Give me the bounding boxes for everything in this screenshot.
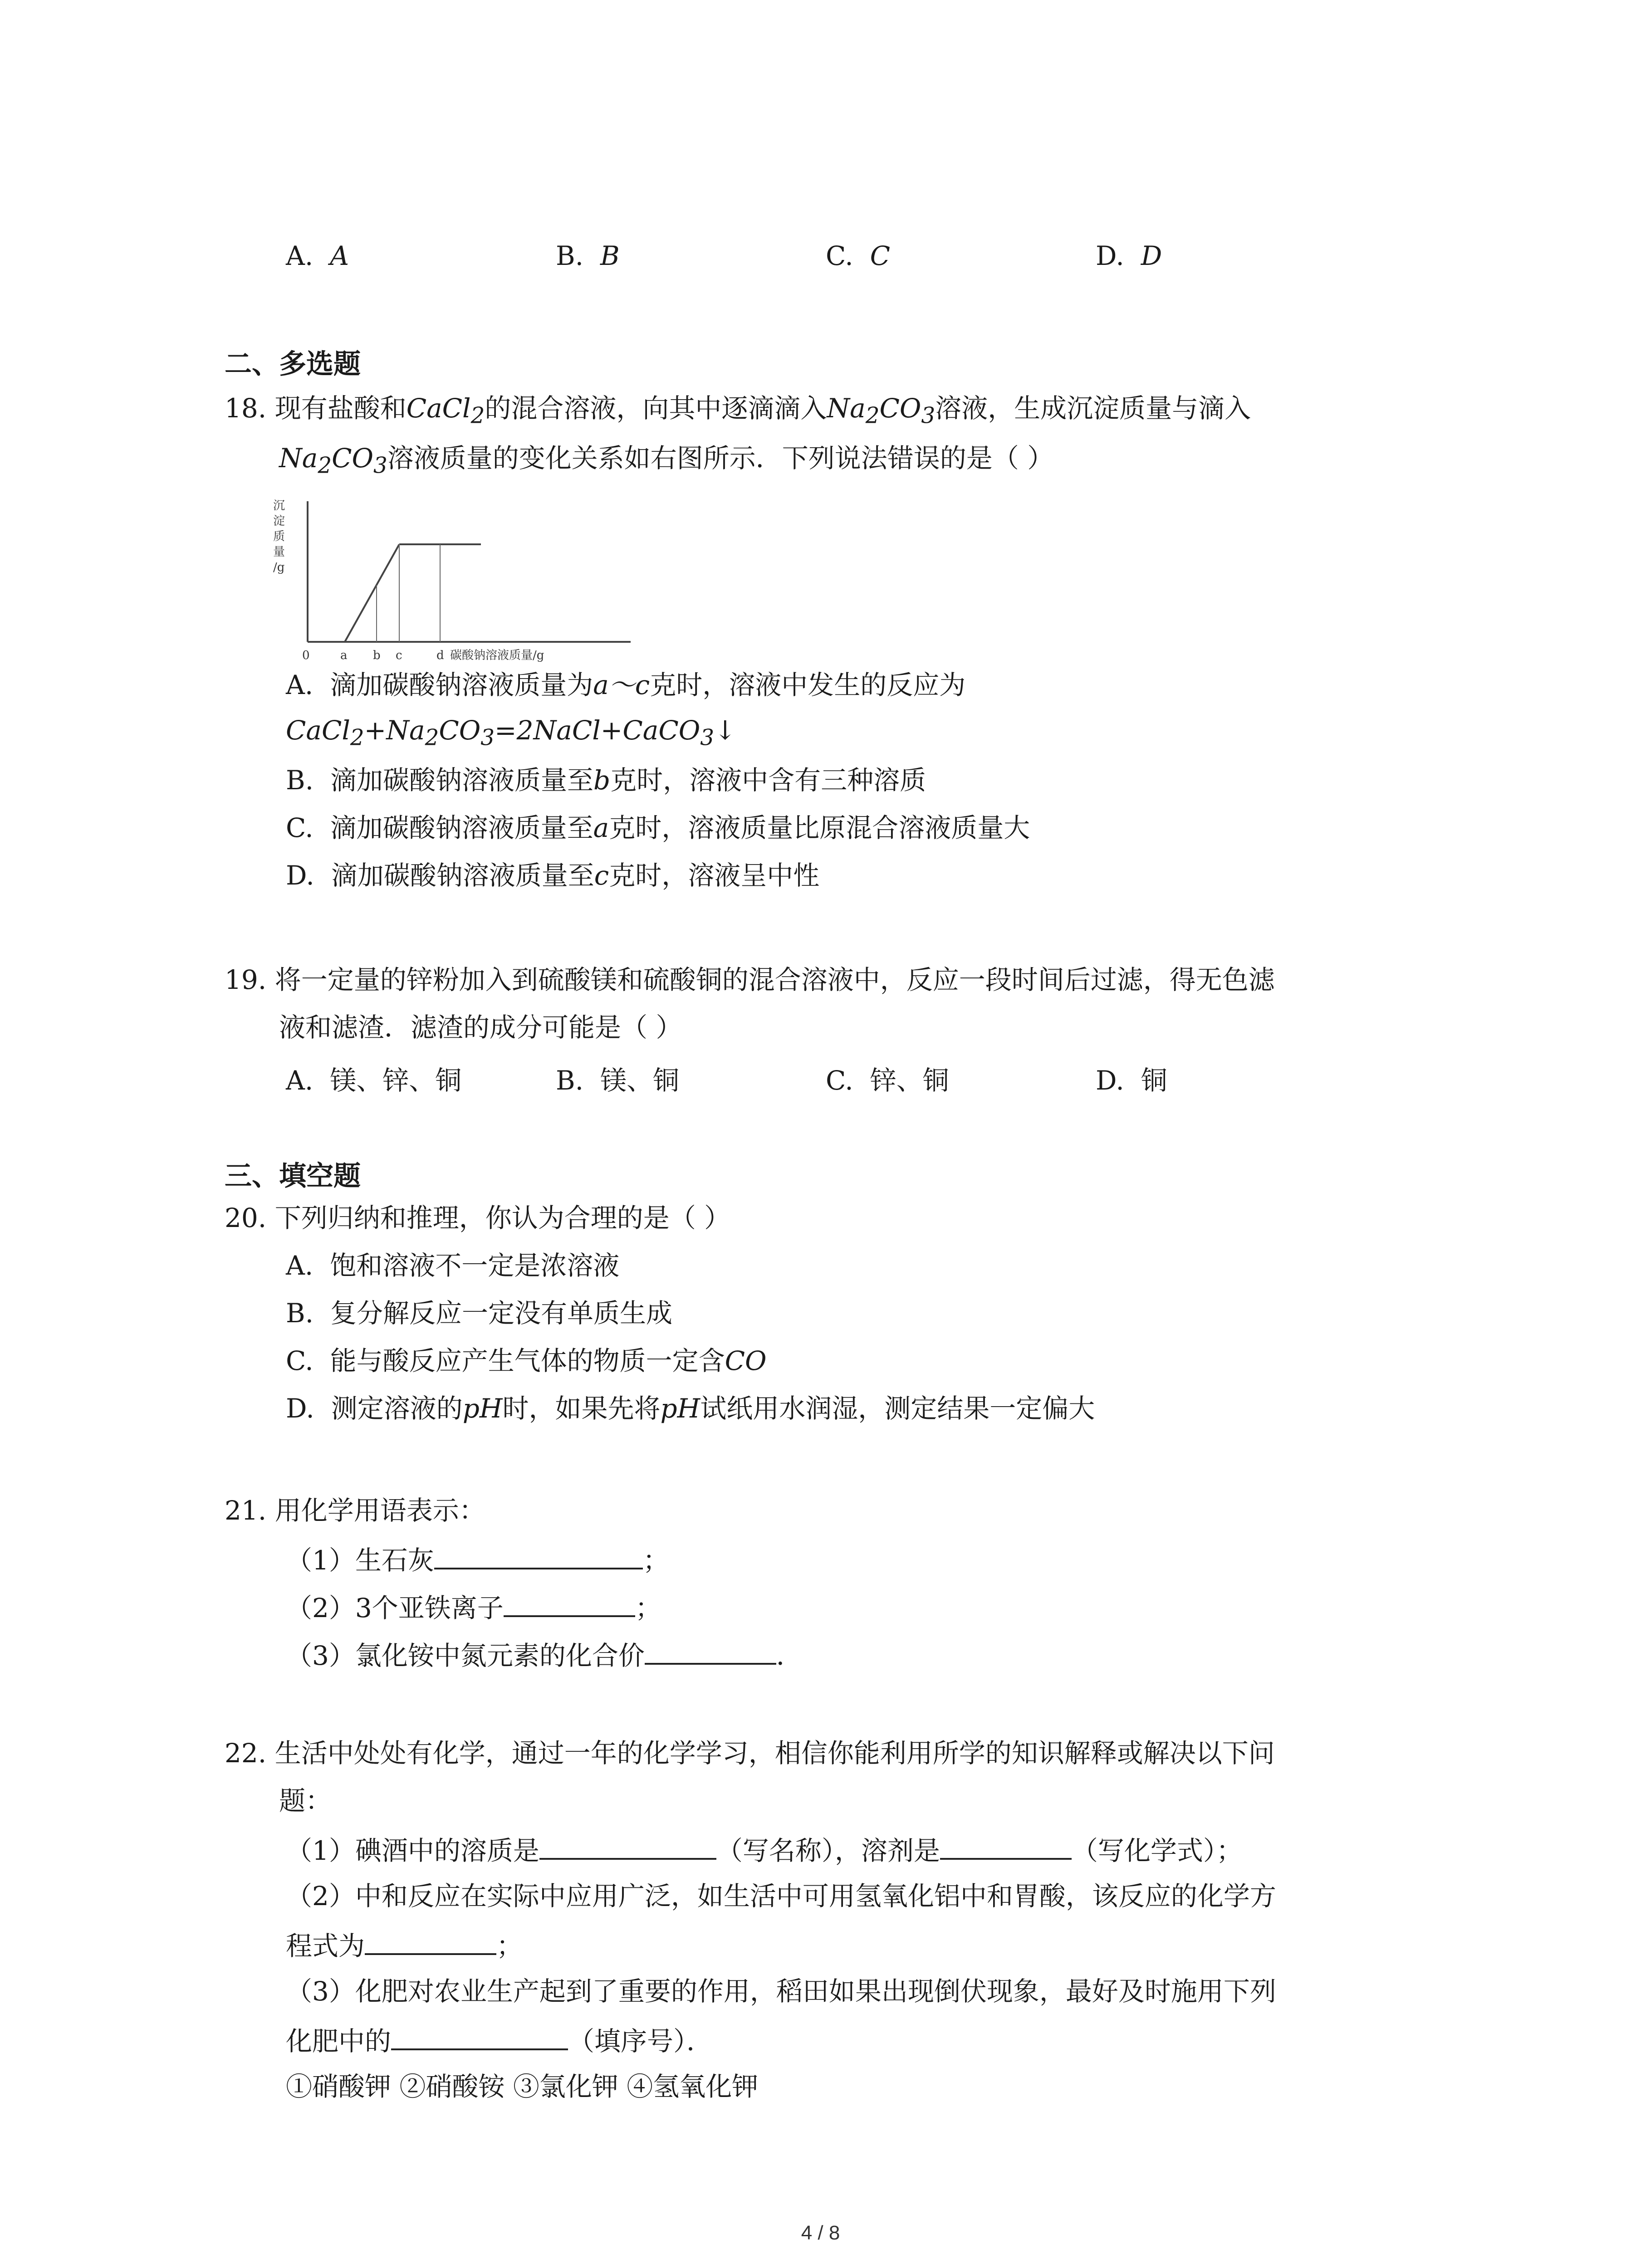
q21-item-1: （1）生石灰 ；	[286, 1542, 669, 1576]
q22-item-3-line2: 化肥中的 （填序号）．	[286, 2023, 713, 2057]
graph-tick-c: c	[396, 649, 402, 662]
q22-item-3-line1: （3）化肥对农业生产起到了重要的作用，稻田如果出现倒伏现象，最好及时施用下列	[286, 1976, 1276, 2007]
q19-option-d: D. 铜	[1096, 1065, 1167, 1096]
answer-blank[interactable]	[434, 1542, 643, 1569]
q17-option-d: D. D	[1096, 240, 1162, 271]
q17-option-c: C. C	[826, 240, 891, 271]
question-number: 18.	[225, 393, 267, 424]
question-number: 20.	[225, 1202, 267, 1233]
q21-item-3: （3）氯化铵中氮元素的化合价 ．	[286, 1637, 803, 1672]
answer-blank-solute[interactable]	[539, 1833, 716, 1860]
q22-fertilizer-choices: ①硝酸钾 ②硝酸铵 ③氯化钾 ④氢氧化钾	[286, 2071, 759, 2102]
q21-item-2: （2）3个亚铁离子 ；	[286, 1590, 661, 1624]
q19-option-b: B. 镁、铜	[556, 1065, 679, 1096]
graph-tick-b: b	[373, 649, 381, 662]
svg-text:沉: 沉	[273, 499, 285, 513]
q20-option-a: A. 饱和溶液不一定是浓溶液	[286, 1250, 620, 1281]
q19-stem-line1: 19. 将一定量的锌粉加入到硫酸镁和硫酸铜的混合溶液中，反应一段时间后过滤，得无色滤	[225, 964, 1275, 995]
question-number: 22.	[225, 1738, 267, 1769]
q22-item-2-line2: 程式为 ；	[286, 1928, 523, 1962]
q17-option-b: B. B	[556, 240, 620, 271]
q20-option-d: D. 测定溶液的pH时，如果先将pH试纸用水润湿，测定结果一定偏大	[286, 1393, 1095, 1424]
q18-precipitate-graph	[272, 492, 671, 665]
svg-text:质: 质	[273, 530, 285, 543]
answer-blank[interactable]	[645, 1637, 776, 1665]
graph-tick-a: a	[340, 649, 348, 662]
q22-stem-line2: 题：	[279, 1785, 332, 1816]
section-heading-fill-in: 三、填空题	[225, 1160, 361, 1192]
answer-blank-solvent[interactable]	[940, 1833, 1072, 1860]
svg-text:/g: /g	[273, 561, 285, 574]
section-heading-multi-choice: 二、多选题	[225, 348, 361, 380]
answer-blank[interactable]	[504, 1590, 635, 1617]
q19-stem-line2: 液和滤渣．滤渣的成分可能是（ ）	[279, 1012, 682, 1043]
q18-option-c: C. 滴加碳酸钠溶液质量至a克时，溶液质量比原混合溶液质量大	[286, 812, 1030, 843]
q22-item-2-line1: （2）中和反应在实际中应用广泛，如生活中可用氢氧化铝中和胃酸，该反应的化学方	[286, 1881, 1276, 1911]
q17-option-a: A. A	[286, 240, 349, 271]
q22-stem-line1: 22. 生活中处处有化学，通过一年的化学学习，相信你能利用所学的知识解释或解决以下问	[225, 1738, 1275, 1769]
q18-option-d: D. 滴加碳酸钠溶液质量至c克时，溶液呈中性	[286, 860, 820, 891]
answer-blank-fertilizer[interactable]	[391, 2023, 568, 2050]
page-number: 4 / 8	[801, 2222, 840, 2244]
q19-option-c: C. 锌、铜	[826, 1065, 949, 1096]
q20-option-c: C. 能与酸反应产生气体的物质一定含CO	[286, 1345, 767, 1376]
q18-option-a-equation: $CaCl_2+Na_2CO_3=2NaCl+CaCO_3↓$	[286, 715, 736, 751]
q22-item-1: （1）碘酒中的溶质是 （写名称），溶剂是 （写化学式）；	[286, 1833, 1243, 1867]
q18-option-b: B. 滴加碳酸钠溶液质量至b克时，溶液中含有三种溶质	[286, 765, 926, 796]
question-number: 19.	[225, 964, 267, 995]
graph-rising-line	[345, 544, 399, 642]
answer-blank-equation[interactable]	[365, 1928, 496, 1955]
graph-origin-label: 0	[302, 649, 310, 662]
q21-stem: 21. 用化学用语表示：	[225, 1495, 485, 1526]
question-number: 21.	[225, 1495, 267, 1526]
q19-option-a: A. 镁、锌、铜	[286, 1065, 462, 1096]
graph-tick-d: d	[436, 649, 444, 662]
q18-stem-line1: 18. 现有盐酸和CaCl$_2$的混合溶液，向其中逐滴滴入$Na_2CO_3$溶液，生成沉淀质量与滴入	[225, 393, 1251, 429]
q18-stem-line2: $Na_2CO_3$溶液质量的变化关系如右图所示．下列说法错误的是（ ）	[279, 443, 1054, 479]
svg-text:量: 量	[273, 545, 285, 559]
graph-y-label	[273, 499, 285, 574]
q20-option-b: B. 复分解反应一定没有单质生成	[286, 1298, 672, 1329]
q18-option-a-line1: A. 滴加碳酸钠溶液质量为a～c克时，溶液中发生的反应为	[286, 670, 966, 700]
graph-x-label: 碳酸钠溶液质量/g	[450, 649, 544, 662]
q20-stem: 20. 下列归纳和推理，你认为合理的是（ ）	[225, 1202, 731, 1233]
svg-text:淀: 淀	[273, 514, 285, 528]
